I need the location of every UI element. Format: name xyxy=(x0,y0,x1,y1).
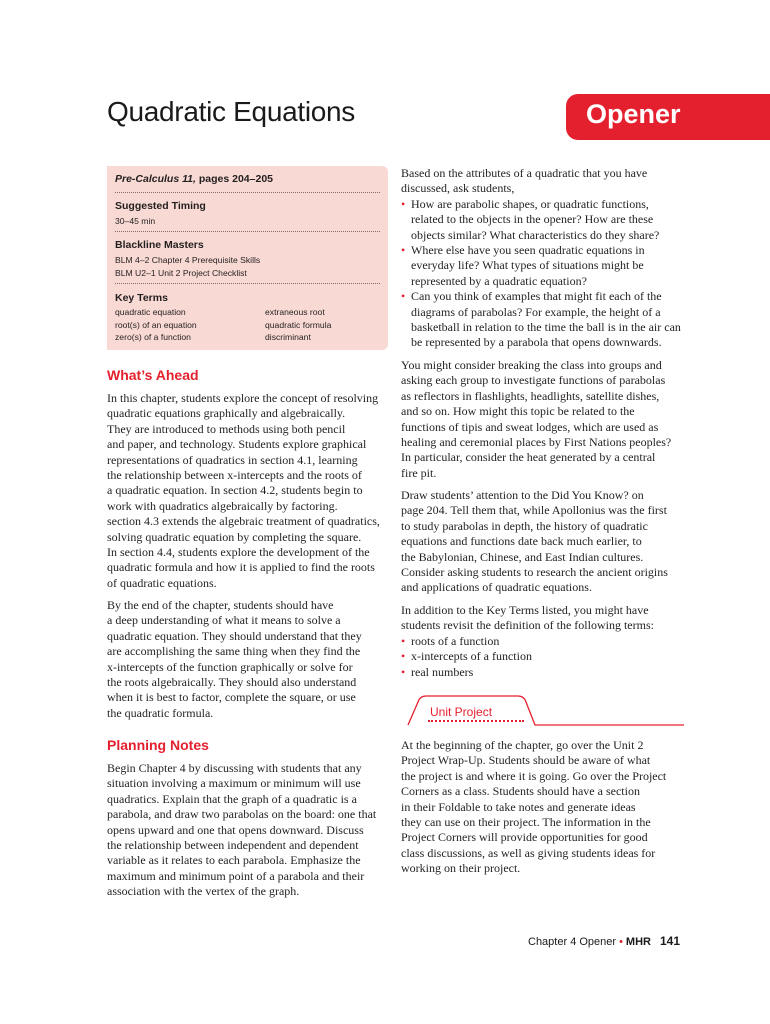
text-line: everyday life? What types of situations might be xyxy=(411,258,644,273)
text-line: represented by a quadratic equation? xyxy=(411,273,587,288)
text-line: healing and ceremonial places by First Nations peoples? xyxy=(401,435,672,450)
text-line: • Can you think of examples that might fit each of the xyxy=(411,289,662,304)
timing-value: 30–45 min xyxy=(115,216,156,226)
text-line: when it is best to factor, complete the square, or use xyxy=(107,690,356,705)
text-line: parabola, and draw two parabolas on the board: one that xyxy=(107,807,377,822)
text-line: the roots algebraically. They should also understand xyxy=(107,675,357,690)
list-item: • x-intercepts of a function xyxy=(401,649,654,664)
text-line: situation involving a maximum or minimum will use xyxy=(107,776,361,791)
text-line: solving quadratic equation by completing the square. xyxy=(107,529,362,544)
list-item xyxy=(401,243,681,289)
reference-line xyxy=(115,173,273,185)
key-term: quadratic equation xyxy=(115,307,186,317)
text-line: the relationship between independent and dependent xyxy=(107,838,359,853)
divider xyxy=(115,231,380,232)
whats-ahead-section xyxy=(107,368,199,383)
lesson-info-box xyxy=(107,166,388,350)
text-line: opens upward and one that opens downward. Discuss xyxy=(107,822,364,837)
text-line: variable as it relates to each parabola. Emphasize the xyxy=(107,853,361,868)
text-line: At the beginning of the chapter, go over the Unit 2 xyxy=(401,738,644,752)
text-line: section 4.3 extends the algebraic treatment of quadratics, xyxy=(107,514,380,529)
key-term: root(s) of an equation xyxy=(115,319,197,330)
reference-pages: pages 204–205 xyxy=(195,173,273,185)
text-line: Project Corners will provide opportunities for good xyxy=(401,830,648,845)
list-item xyxy=(401,197,681,243)
text-line: related to the objects in the opener? How are these xyxy=(411,212,654,227)
terms-to-revisit xyxy=(401,634,654,680)
divider xyxy=(115,192,380,193)
list-item: • roots of a function xyxy=(401,634,654,649)
key-terms-heading: Key Terms xyxy=(115,292,168,304)
text-line: be represented by a parabola that opens downwards. xyxy=(411,335,662,350)
text-line: Corners as a class. Students should have a section xyxy=(401,784,640,799)
footer-bullet: • xyxy=(619,936,623,948)
text-line: Based on the attributes of a quadratic that you have xyxy=(401,166,648,180)
text-line: students revisit the definition of the following terms: xyxy=(401,618,654,633)
whats-ahead-paragraph-2 xyxy=(107,598,362,721)
text-line: class discussions, as well as giving students ideas for xyxy=(401,845,656,860)
text-line: quadratic formula and how it is applied to find the roots xyxy=(107,560,375,575)
blm-item: BLM U2–1 Unit 2 Project Checklist xyxy=(115,267,247,278)
whats-ahead-paragraph-1 xyxy=(107,391,380,591)
page-footer xyxy=(528,934,680,948)
discussion-intro xyxy=(401,166,681,351)
planning-notes-paragraph xyxy=(107,761,376,900)
key-term: quadratic formula xyxy=(265,319,332,330)
key-terms-right xyxy=(265,306,331,344)
footer-chapter: Chapter 4 Opener xyxy=(528,936,617,948)
text-line: In addition to the Key Terms listed, you might have xyxy=(401,603,649,617)
text-line: as reflectors in flashlights, headlights, satellite dishes, xyxy=(401,388,660,403)
text-line: association with the vertex of the graph. xyxy=(107,884,300,899)
unit-project-banner xyxy=(400,692,684,726)
text-line: quadratic equations graphically and algebraically. xyxy=(107,406,346,421)
text-line: basketball in relation to the time the ball is in the air can xyxy=(411,320,681,335)
blm-heading: Blackline Masters xyxy=(115,239,204,251)
text-line: In this chapter, students explore the concept of resolving xyxy=(107,391,379,405)
text-line: You might consider breaking the class into groups and xyxy=(401,358,662,372)
text-line: Draw students’ attention to the Did You Know? on xyxy=(401,488,644,502)
divider xyxy=(115,283,380,284)
text-line: the project is and where it is going. Go over the Project xyxy=(401,768,667,783)
right-paragraph-2 xyxy=(401,358,671,481)
text-line: diagrams of parabolas? For example, the height of a xyxy=(411,304,661,319)
text-line: Consider asking students to research the ancient origins xyxy=(401,565,668,580)
text-line: • Where else have you seen quadratic equations in xyxy=(411,243,645,258)
planning-notes-heading: Planning Notes xyxy=(107,737,209,753)
page-number: 141 xyxy=(659,934,681,948)
text-line: the Babylonian, Chinese, and East Indian cultures. xyxy=(401,549,644,564)
text-line: are accomplishing the same thing when they find the xyxy=(107,644,361,659)
text-line: the quadratic formula. xyxy=(107,705,214,720)
opener-tab-label: Opener xyxy=(586,99,681,129)
text-line: a quadratic equation. In section 4.2, students begin to xyxy=(107,483,363,498)
text-line: work with quadratics algebraically by factoring. xyxy=(107,498,338,513)
text-line: a deep understanding of what it means to solve a xyxy=(107,613,341,628)
list-item xyxy=(401,289,681,351)
text-line: objects similar? What characteristics do they share? xyxy=(411,227,660,242)
discussion-questions xyxy=(401,197,681,351)
timing-heading: Suggested Timing xyxy=(115,200,206,212)
unit-project-label: Unit Project xyxy=(430,705,493,719)
text-line: They are introduced to methods using both pencil xyxy=(107,421,346,436)
text-line: x-intercepts of the function graphically or solve for xyxy=(107,659,353,674)
text-line: maximum and minimum point of a parabola and their xyxy=(107,868,365,883)
text-line: quadratic equation. They should understand that they xyxy=(107,628,362,643)
text-line: • How are parabolic shapes, or quadratic functions, xyxy=(411,196,649,211)
blm-item: BLM 4–2 Chapter 4 Prerequisite Skills xyxy=(115,255,261,265)
text-line: page 204. Tell them that, while Apollonius was the first xyxy=(401,503,667,518)
text-line: functions of tipis and sweat lodges, which are used as xyxy=(401,419,659,434)
text-line: to study parabolas in depth, the history of quadratic xyxy=(401,518,648,533)
unit-project-paragraph xyxy=(401,738,666,877)
text-line: In particular, consider the heat generated by a central xyxy=(401,450,656,465)
text-line: and applications of quadratic equations. xyxy=(401,580,592,595)
text-line: In section 4.4, students explore the development of the xyxy=(107,545,370,560)
page-title: Quadratic Equations xyxy=(107,96,356,127)
text-line: of quadratic equations. xyxy=(107,575,217,590)
text-line: they can use on their project. The information in the xyxy=(401,815,651,830)
text-line: and paper, and technology. Students explore graphical xyxy=(107,437,367,452)
text-line: Project Wrap-Up. Students should be aware of what xyxy=(401,753,651,768)
whats-ahead-heading: What’s Ahead xyxy=(107,367,199,383)
text-line: the relationship between x-intercepts and the roots of xyxy=(107,468,362,483)
text-line: fire pit. xyxy=(401,465,437,480)
blm-list xyxy=(115,254,260,279)
footer-publisher: MHR xyxy=(625,936,651,948)
list-item: • real numbers xyxy=(401,665,654,680)
key-terms-left xyxy=(115,306,197,344)
text-line: By the end of the chapter, students should have xyxy=(107,598,334,612)
text-line: working on their project. xyxy=(401,861,521,876)
unit-project-dots xyxy=(428,720,524,722)
key-term: extraneous root xyxy=(265,307,325,317)
text-line: in their Foldable to take notes and generate ideas xyxy=(401,799,636,814)
text-line: representations of quadratics in section 4.1, learning xyxy=(107,452,358,467)
key-term: zero(s) of a function xyxy=(115,332,191,342)
opener-tab xyxy=(566,94,770,140)
key-term: discriminant xyxy=(265,332,311,342)
reference-book: Pre-Calculus 11, xyxy=(115,173,196,185)
text-line: discussed, ask students, xyxy=(401,181,515,196)
right-paragraph-4 xyxy=(401,603,654,680)
right-paragraph-3 xyxy=(401,488,668,596)
text-line: quadratics. Explain that the graph of a quadratic is a xyxy=(107,791,357,806)
text-line: asking each group to investigate functions of parabolas xyxy=(401,373,666,388)
text-line: equations and functions date back much earlier, to xyxy=(401,534,642,549)
text-line: Begin Chapter 4 by discussing with students that any xyxy=(107,761,362,775)
planning-notes-section xyxy=(107,738,209,753)
text-line: and so on. How might this topic be related to the xyxy=(401,404,635,419)
